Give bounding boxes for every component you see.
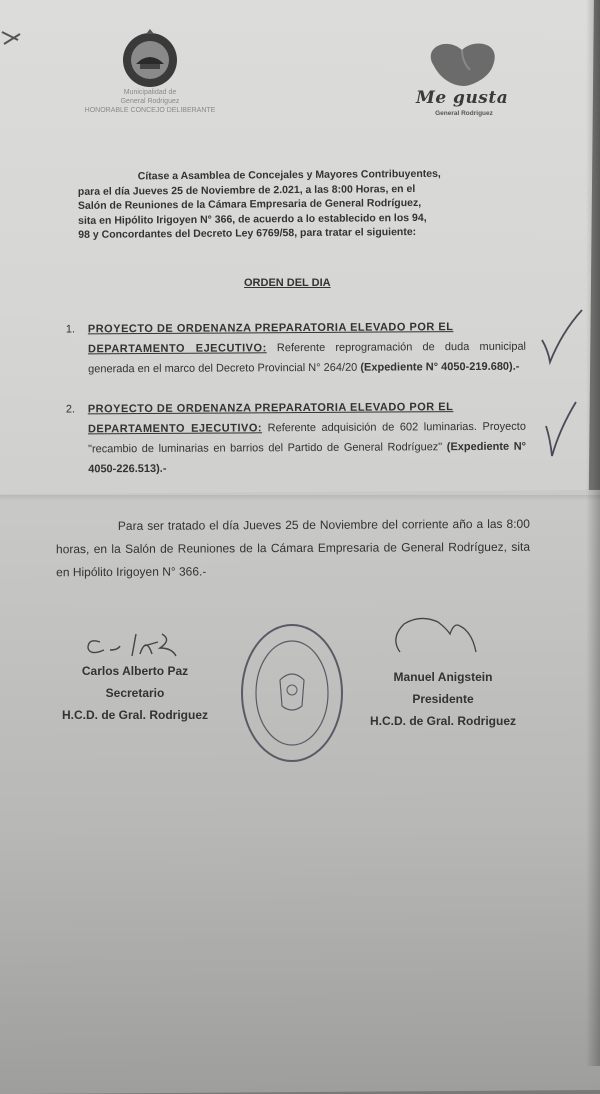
signatory-name: Manuel Anigstein	[393, 670, 493, 684]
pen-mark-icon	[0, 18, 30, 48]
agenda-item-expediente: (Expediente N° 4050-226.513).-	[88, 440, 527, 476]
agenda-item-heading: DEPARTAMENTO EJECUTIVO:	[87, 342, 267, 356]
citation-paragraph	[78, 166, 521, 242]
signature-block-secretary	[40, 660, 230, 726]
meeting-paragraph-text: Para ser tratado el día Jueves 25 de Noviembre del corriente año a las 8:00 horas, en la Salón de Reuniones de la Cámara Empresaria de General Rodríguez, sita en Hipólito Irigoyen N° 366.-	[55, 516, 531, 580]
citation-line: 98 y Concordantes del Decreto Ley 6769/58, para tratar el siguiente:	[78, 225, 417, 241]
signatory-role: Secretario	[105, 686, 165, 700]
citation-line: sita en Hipólito Irigoyen N° 366, de acuerdo a lo establecido en los 94,	[78, 211, 427, 227]
signature-scrawl-icon	[80, 628, 190, 662]
agenda-item-heading: PROYECTO DE ORDENANZA PREPARATORIA ELEVADO POR EL	[87, 401, 454, 416]
signatory-org: H.C.D. de Gral. Rodriguez	[61, 708, 208, 722]
agenda-item	[65, 397, 527, 480]
citation-line: Cítase a Asamblea de Concejales y Mayores Contribuyentes,	[137, 167, 441, 183]
signature-block-president	[350, 666, 536, 732]
agenda-item	[65, 317, 527, 380]
agenda-item-heading: PROYECTO DE ORDENANZA PREPARATORIA ELEVADO POR EL	[87, 321, 454, 336]
municipality-line: HONORABLE CONCEJO DELIBERANTE	[84, 107, 216, 114]
paper-fold	[0, 495, 600, 501]
agenda-item-expediente: (Expediente N° 4050-219.680).-	[360, 360, 520, 374]
official-seal-stamp	[236, 618, 348, 768]
agenda-item-number: 2.	[65, 403, 76, 416]
checkmark-icon	[536, 306, 586, 366]
agenda-item-number: 1.	[65, 323, 76, 336]
signatory-name: Carlos Alberto Paz	[81, 664, 189, 678]
signatory-org: H.C.D. de Gral. Rodriguez	[369, 714, 516, 728]
municipality-label	[60, 88, 240, 115]
agenda-item-text: Referente reprogramación de duda municipal generada en el marco del Decreto Provincial N° 264/20	[88, 340, 527, 376]
signatory-role: Presidente	[412, 692, 474, 706]
municipal-crest-icon	[118, 28, 182, 92]
brand-subtitle: General Rodriguez	[435, 110, 493, 117]
page-edge-shadow	[586, 0, 600, 1066]
municipality-line: Municipalidad de	[123, 89, 177, 96]
citation-line: Salón de Reuniones de la Cámara Empresaria de General Rodríguez,	[77, 196, 422, 212]
checkmark-icon	[540, 398, 580, 460]
brand-title: Me gusta	[416, 88, 509, 108]
municipality-line: General Rodriguez	[120, 98, 180, 105]
agenda-item-heading: DEPARTAMENTO EJECUTIVO:	[87, 422, 263, 436]
agenda-item-text: Referente adquisición de 602 luminarias. Proyecto "recambio de luminarias en barrios del Partido de General Rodríguez"	[88, 420, 526, 456]
orden-del-dia-title: ORDEN DEL DIA	[244, 277, 331, 289]
meeting-paragraph	[56, 513, 530, 584]
citation-line: para el día Jueves 25 de Noviembre de 2.021, a las 8:00 Horas, en el	[77, 182, 416, 198]
signature-scrawl-icon	[380, 612, 490, 660]
